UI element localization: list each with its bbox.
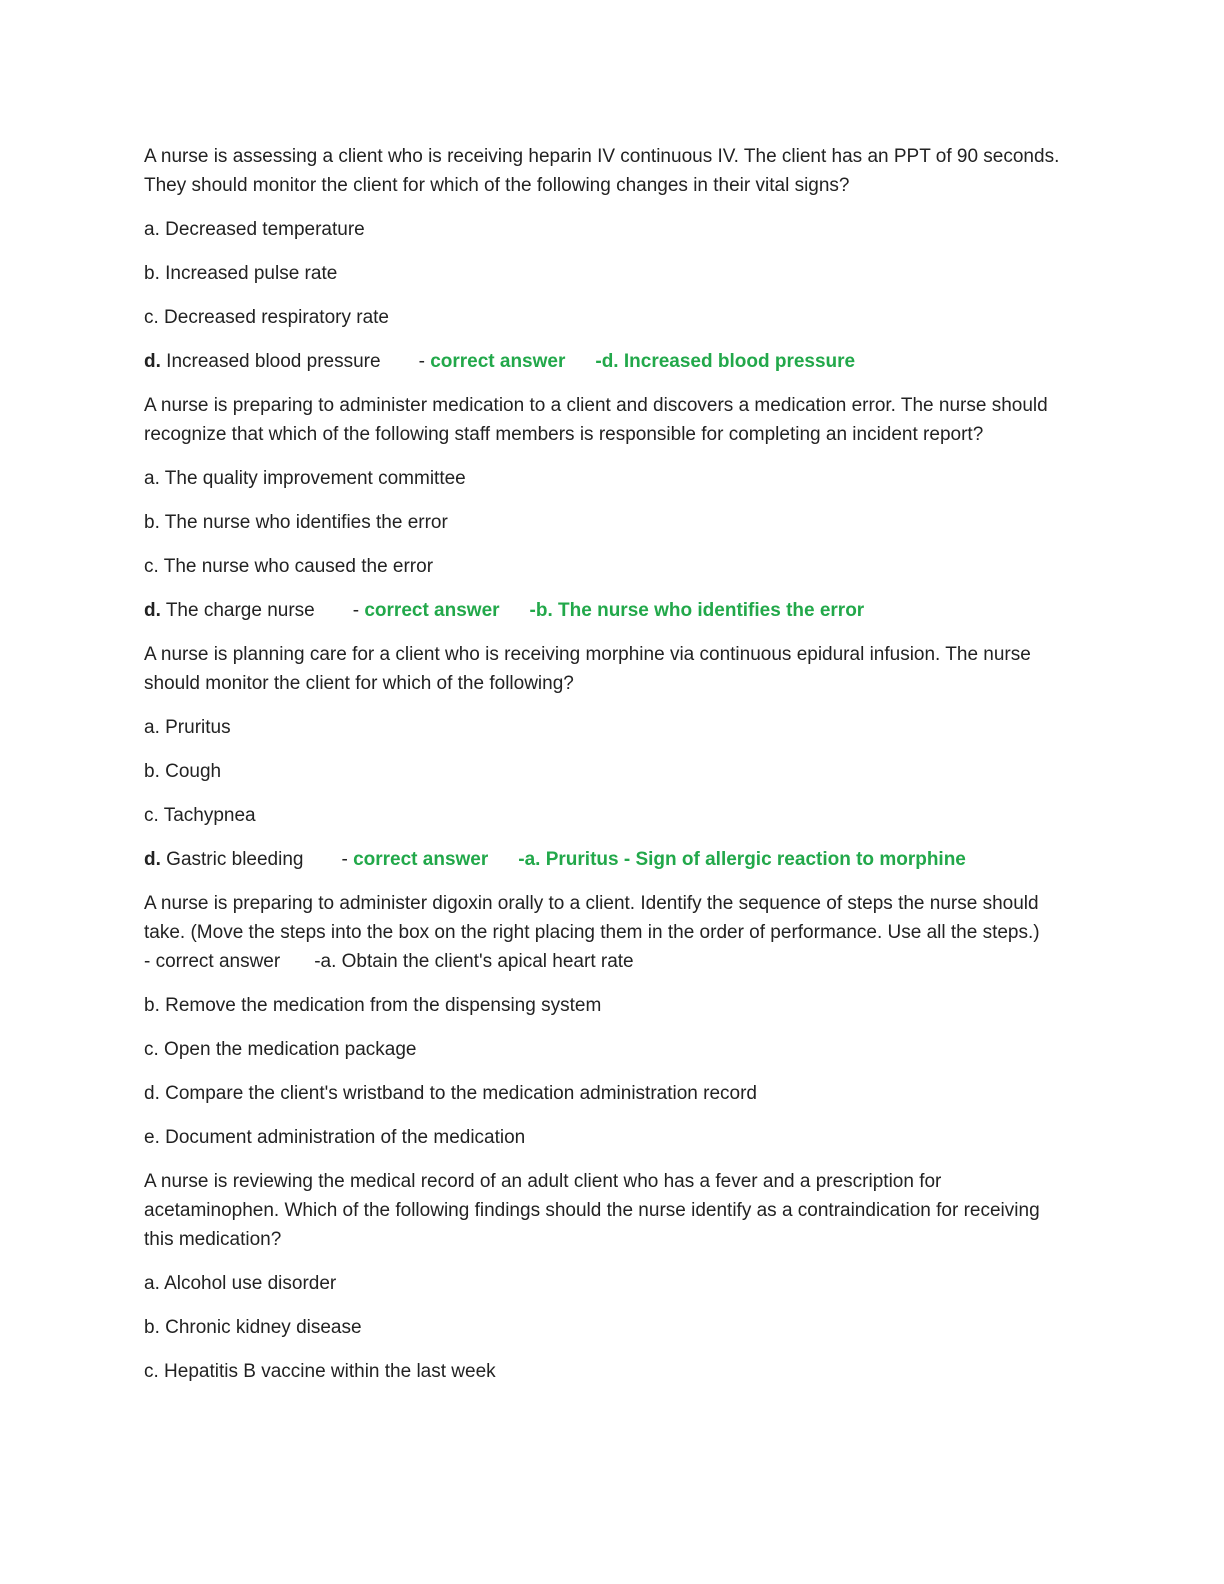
correct-answer-label: correct answer	[364, 600, 500, 621]
question-stem: A nurse is preparing to administer medication to a client and discovers a medication error. The nurse should recognize that which of the following staff members is responsible for completing an incident report?	[144, 395, 1048, 445]
question-4	[144, 889, 1074, 1152]
question-2	[144, 391, 1074, 625]
option-c: c. Decreased respiratory rate	[144, 307, 389, 328]
option-c: c. Tachypnea	[144, 805, 256, 826]
option-d-with-answer	[144, 596, 1074, 625]
question-stem: A nurse is assessing a client who is receiving heparin IV continuous IV. The client has an PPT of 90 seconds. They should monitor the client for which of the following changes in their vital signs?	[144, 146, 1060, 196]
option-a: a. Alcohol use disorder	[144, 1273, 337, 1294]
option-d-with-answer	[144, 347, 1074, 376]
correct-answer-label: correct answer	[353, 849, 489, 870]
option-b: b. The nurse who identifies the error	[144, 512, 448, 533]
option-b: b. Increased pulse rate	[144, 263, 338, 284]
step-e: e. Document administration of the medication	[144, 1127, 526, 1148]
answer-dash: -	[341, 849, 354, 870]
correct-answer-value: -d. Increased blood pressure	[595, 351, 856, 372]
correct-answer-value: -b. The nurse who identifies the error	[529, 600, 865, 621]
answer-dash: -	[352, 600, 365, 621]
question-stem: A nurse is reviewing the medical record of an adult client who has a fever and a prescription for acetaminophen. Which of the following findings should the nurse identify as a contraindication for receiving this medication?	[144, 1171, 1040, 1250]
correct-answer-value: -a. Obtain the client's apical heart rate	[314, 951, 634, 972]
correct-answer-label: correct answer	[430, 351, 566, 372]
question-stem: A nurse is planning care for a client who is receiving morphine via continuous epidural infusion. The nurse should monitor the client for which of the following?	[144, 644, 1031, 694]
question-stem: A nurse is preparing to administer digoxin orally to a client. Identify the sequence of steps the nurse should take. (Move the steps into the box on the right placing them in the order of performance. Use all the steps.)	[144, 893, 1040, 943]
option-d-text: Gastric bleeding	[160, 849, 304, 870]
option-c: c. Hepatitis B vaccine within the last week	[144, 1361, 496, 1382]
option-d-letter: d.	[144, 351, 161, 372]
option-a: a. Pruritus	[144, 717, 231, 738]
option-d-with-answer	[144, 845, 1074, 874]
option-d-text: The charge nurse	[160, 600, 315, 621]
document-page	[144, 142, 1074, 1401]
option-d-text: Increased blood pressure	[160, 351, 381, 372]
option-c: c. The nurse who caused the error	[144, 556, 434, 577]
option-b: b. Chronic kidney disease	[144, 1317, 362, 1338]
option-a: a. The quality improvement committee	[144, 468, 466, 489]
step-c: c. Open the medication package	[144, 1039, 417, 1060]
question-stem-with-answer	[144, 889, 1074, 976]
correct-answer-value: -a. Pruritus - Sign of allergic reaction to morphine	[518, 849, 966, 870]
option-d-letter: d.	[144, 849, 161, 870]
question-3	[144, 640, 1074, 874]
question-5	[144, 1167, 1074, 1386]
option-b: b. Cough	[144, 761, 222, 782]
question-1	[144, 142, 1074, 376]
option-d-letter: d.	[144, 600, 161, 621]
answer-dash: -	[418, 351, 431, 372]
correct-answer-label: - correct answer	[144, 951, 281, 972]
step-b: b. Remove the medication from the dispensing system	[144, 995, 602, 1016]
step-d: d. Compare the client's wristband to the medication administration record	[144, 1083, 757, 1104]
option-a: a. Decreased temperature	[144, 219, 365, 240]
